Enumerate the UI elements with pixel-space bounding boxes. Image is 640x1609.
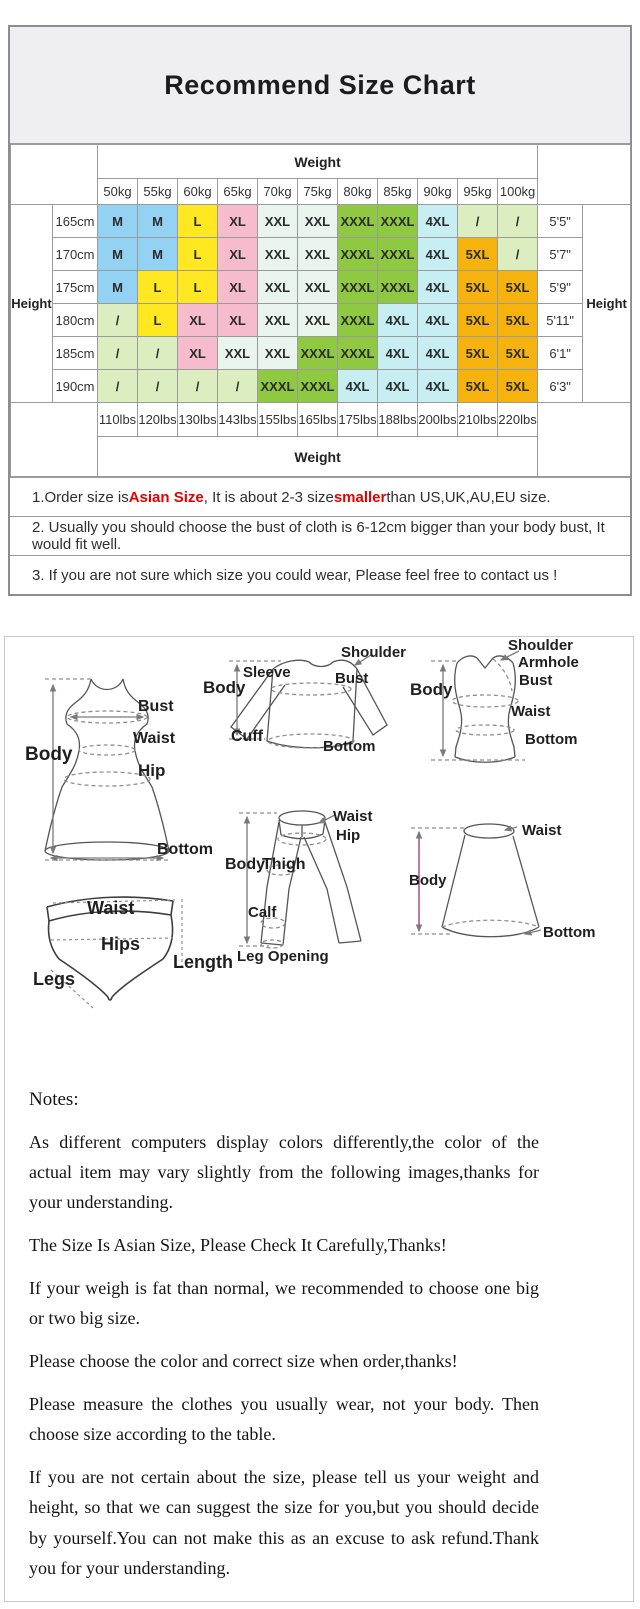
label-shirt-cuff: Cuff (231, 728, 263, 745)
size-cell: XXL (298, 304, 338, 337)
size-cell: M (98, 205, 138, 238)
label-shirt-bust: Bust (335, 670, 369, 687)
label-shirt-body: Body (203, 678, 246, 697)
note-paragraph: The Size Is Asian Size, Please Check It Carefully,Thanks! (29, 1235, 447, 1256)
size-cell: M (98, 271, 138, 304)
height-ft-cell: 6'3" (538, 370, 583, 403)
size-cell: XXXL (378, 271, 418, 304)
size-cell: XXXL (338, 304, 378, 337)
label-briefs-hips: Hips (101, 934, 141, 954)
label-pants-thigh: Thigh (262, 856, 306, 873)
lbs-label: 143lbs (218, 403, 258, 437)
size-cell: 5XL (498, 304, 538, 337)
corner-cell (538, 145, 631, 205)
size-cell: XXL (258, 304, 298, 337)
size-cell: M (138, 238, 178, 271)
footnotes (10, 477, 630, 594)
size-cell: M (138, 205, 178, 238)
label-dress-bust: Bust (138, 698, 174, 715)
title-band (10, 27, 630, 144)
weight-footer: Weight (98, 437, 538, 477)
size-cell: 4XL (418, 370, 458, 403)
height-side-label: Height (11, 205, 53, 403)
lbs-label: 175lbs (338, 403, 378, 437)
label-tank-waist: Waist (511, 703, 551, 720)
footnote-text: , It is about 2-3 size (203, 488, 334, 506)
size-cell: 5XL (458, 337, 498, 370)
size-cell: XL (218, 271, 258, 304)
label-briefs-legs: Legs (33, 969, 76, 989)
note-paragraph: If your weigh is fat than normal, we recommended to choose one big or two big size. (29, 1278, 539, 1329)
corner-cell (538, 403, 631, 477)
height-cm-cell: 185cm (53, 337, 98, 370)
note-paragraph: As different computers display colors differently,the color of the actual item may vary slightly from the following images,thanks for your understanding. (29, 1132, 539, 1213)
size-cell: / (98, 304, 138, 337)
size-cell: XXL (298, 205, 338, 238)
size-cell: / (98, 370, 138, 403)
footnote-highlight: Asian Size (128, 488, 204, 506)
label-tank-body: Body (410, 680, 453, 699)
footnote-row-2 (10, 516, 630, 555)
size-cell: XXXL (338, 337, 378, 370)
size-cell: 4XL (338, 370, 378, 403)
size-cell: XXXL (338, 205, 378, 238)
label-skirt-bottom: Bottom (543, 924, 596, 941)
size-cell: / (138, 337, 178, 370)
size-cell: 5XL (458, 304, 498, 337)
size-cell: 5XL (458, 370, 498, 403)
note-paragraph: If you are not certain about the size, please tell us your weight and height, so that we can suggest the size for you,but you should decide by yourself.You can not make this as an excuse to ask refund.Thank you for your understanding. (29, 1467, 539, 1578)
lbs-label: 155lbs (258, 403, 298, 437)
size-cell: 5XL (458, 238, 498, 271)
size-cell: XXL (218, 337, 258, 370)
size-cell: XXL (298, 271, 338, 304)
size-cell: XL (218, 304, 258, 337)
footnote-text: 2. Usually you should choose the bust of cloth is 6-12cm bigger than your body bust, It would fit well. (32, 519, 605, 553)
label-dress-hip: Hip (138, 761, 166, 780)
size-cell: 4XL (418, 271, 458, 304)
size-cell: XXXL (258, 370, 298, 403)
footnote-row-3 (10, 555, 630, 594)
page-title: Recommend Size Chart (164, 69, 476, 100)
kg-label: 50kg (98, 179, 138, 205)
size-cell: / (138, 370, 178, 403)
label-briefs-length: Length (173, 952, 233, 972)
size-cell: XXL (258, 337, 298, 370)
measurement-guide-panel (4, 636, 634, 1602)
footnote-highlight: smaller (333, 488, 387, 506)
lbs-label: 220lbs (498, 403, 538, 437)
corner-cell (11, 145, 98, 205)
footnote-text: than US,UK,AU,EU size. (386, 488, 551, 506)
lbs-label: 188lbs (378, 403, 418, 437)
size-cell: XXXL (378, 205, 418, 238)
height-cm-cell: 170cm (53, 238, 98, 271)
lbs-label: 110lbs (98, 403, 138, 437)
size-cell: XXXL (298, 337, 338, 370)
height-ft-cell: 5'5" (538, 205, 583, 238)
lbs-label: 165lbs (298, 403, 338, 437)
kg-label: 75kg (298, 179, 338, 205)
size-cell: XXL (258, 238, 298, 271)
kg-label: 60kg (178, 179, 218, 205)
kg-label: 100kg (498, 179, 538, 205)
lbs-label: 200lbs (418, 403, 458, 437)
size-cell: L (138, 271, 178, 304)
size-cell: L (178, 271, 218, 304)
note-paragraph: Please measure the clothes you usually wear, not your body. Then choose size according to the table. (29, 1394, 539, 1445)
height-cm-cell: 175cm (53, 271, 98, 304)
size-cell: XXXL (338, 271, 378, 304)
label-pants-calf: Calf (248, 904, 277, 921)
size-cell: 4XL (378, 370, 418, 403)
size-cell: / (218, 370, 258, 403)
kg-label: 95kg (458, 179, 498, 205)
height-cm-cell: 180cm (53, 304, 98, 337)
size-cell: XL (178, 304, 218, 337)
kg-label: 85kg (378, 179, 418, 205)
label-pants-waist: Waist (333, 808, 373, 825)
label-tank-armhole: Armhole (518, 654, 579, 671)
size-cell: / (458, 205, 498, 238)
size-cell: 4XL (378, 304, 418, 337)
lbs-label: 130lbs (178, 403, 218, 437)
size-cell: M (98, 238, 138, 271)
kg-label: 65kg (218, 179, 258, 205)
size-cell: / (498, 205, 538, 238)
weight-header: Weight (98, 145, 538, 179)
label-briefs-waist: Waist (87, 898, 135, 918)
height-cm-cell: 165cm (53, 205, 98, 238)
size-cell: 5XL (498, 370, 538, 403)
height-ft-cell: 5'11" (538, 304, 583, 337)
label-pants-body: Body (225, 856, 265, 873)
size-cell: 5XL (498, 337, 538, 370)
footnote-text: 1.Order size is (32, 488, 129, 506)
lbs-label: 120lbs (138, 403, 178, 437)
size-cell: 4XL (418, 337, 458, 370)
label-skirt-body: Body (409, 872, 447, 889)
kg-label: 80kg (338, 179, 378, 205)
label-shirt-bottom: Bottom (323, 738, 376, 755)
size-cell: L (178, 238, 218, 271)
kg-label: 55kg (138, 179, 178, 205)
size-cell: / (178, 370, 218, 403)
label-dress-bottom: Bottom (157, 841, 213, 858)
label-shirt-sleeve: Sleeve (243, 664, 291, 681)
size-cell: 4XL (378, 337, 418, 370)
size-cell: L (138, 304, 178, 337)
size-cell: XXL (258, 271, 298, 304)
label-dress-waist: Waist (133, 730, 176, 747)
size-cell: XL (218, 238, 258, 271)
height-ft-cell: 6'1" (538, 337, 583, 370)
notes-section (29, 1089, 539, 1596)
label-tank-bottom: Bottom (525, 731, 578, 748)
size-cell: XXXL (298, 370, 338, 403)
size-cell: XXL (298, 238, 338, 271)
size-cell: L (178, 205, 218, 238)
size-cell: 4XL (418, 205, 458, 238)
corner-cell (11, 403, 98, 477)
size-cell: 4XL (418, 238, 458, 271)
size-cell: 4XL (418, 304, 458, 337)
size-cell: 5XL (498, 271, 538, 304)
note-paragraph: Please choose the color and correct size when order,thanks! (29, 1351, 458, 1372)
kg-label: 70kg (258, 179, 298, 205)
label-dress-body: Body (25, 744, 73, 765)
label-tank-bust: Bust (519, 672, 553, 689)
height-ft-cell: 5'9" (538, 271, 583, 304)
label-pants-leg-opening: Leg Opening (237, 948, 329, 965)
height-side-label: Height (583, 205, 631, 403)
label-tank-shoulder: Shoulder (508, 637, 574, 654)
kg-label: 90kg (418, 179, 458, 205)
size-cell: XL (178, 337, 218, 370)
notes-heading: Notes: (29, 1089, 79, 1110)
size-cell: / (498, 238, 538, 271)
footnote-row-1 (10, 477, 630, 516)
size-cell: XXL (258, 205, 298, 238)
size-cell: XXXL (378, 238, 418, 271)
footnote-text: 3. If you are not sure which size you could wear, Please feel free to contact us ! (32, 566, 558, 584)
label-shirt-shoulder: Shoulder (341, 644, 407, 661)
label-pants-hip: Hip (336, 827, 361, 844)
size-cell: 5XL (458, 271, 498, 304)
height-ft-cell: 5'7" (538, 238, 583, 271)
label-skirt-waist: Waist (522, 822, 562, 839)
lbs-label: 210lbs (458, 403, 498, 437)
size-chart-panel (8, 25, 632, 596)
size-cell: XL (218, 205, 258, 238)
size-cell: XXXL (338, 238, 378, 271)
size-chart-table (10, 144, 631, 477)
size-cell: / (98, 337, 138, 370)
height-cm-cell: 190cm (53, 370, 98, 403)
